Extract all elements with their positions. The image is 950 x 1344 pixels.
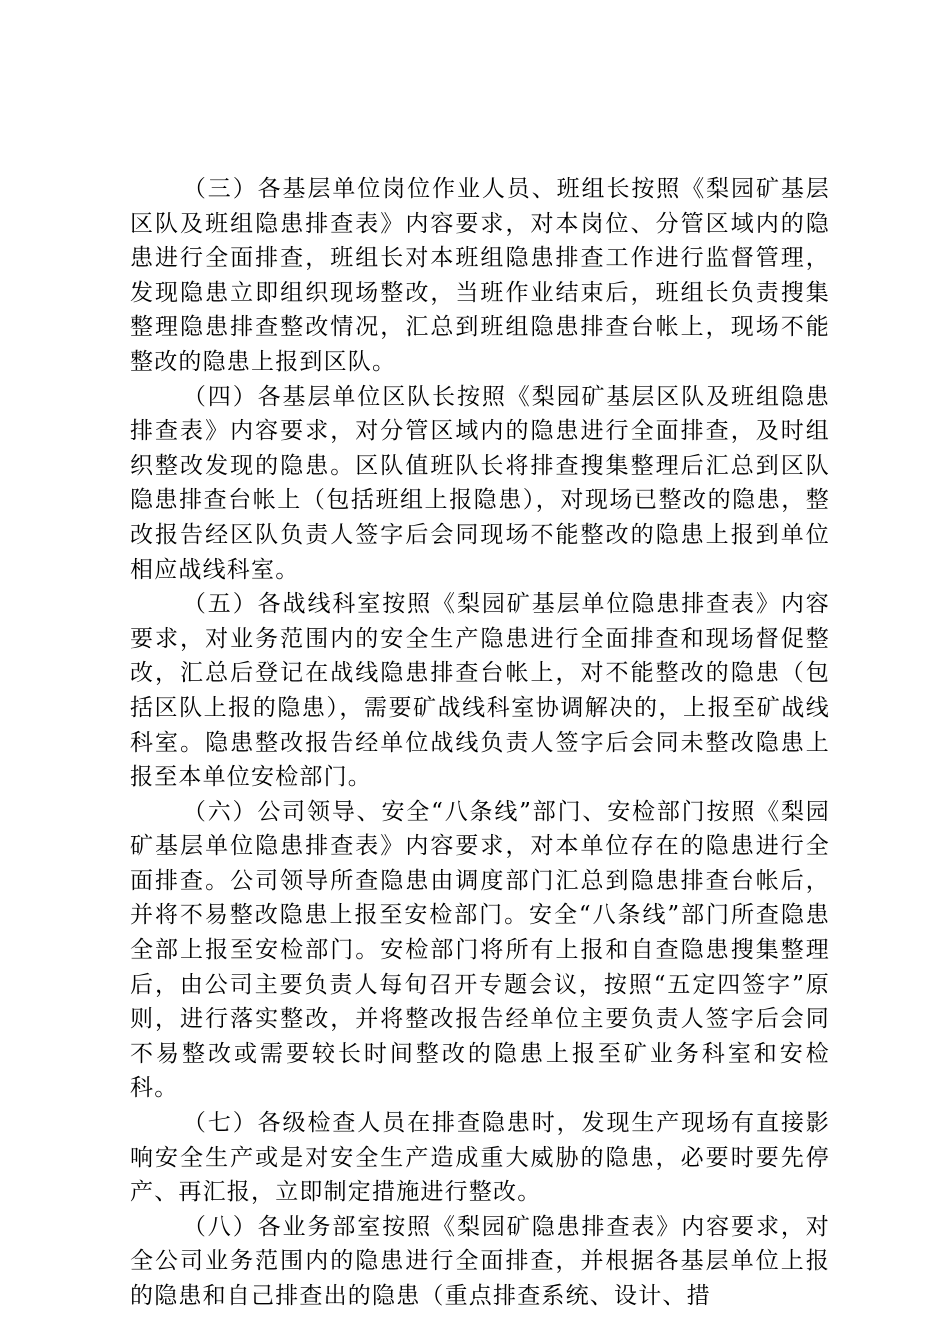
document-body [130, 172, 830, 1314]
paragraph-6: （六）公司领导、安全“八条线”部门、安检部门按照《梨园矿基层单位隐患排查表》内容要求，对本单位存在的隐患进行全面排查。公司领导所查隐患由调度部门汇总到隐患排查台帐后，并将不易整改隐患上报至安检部门。安全“八条线”部门所查隐患全部上报至安检部门。安检部门将所有上报和自查隐患搜集整理后，由公司主要负责人每旬召开专题会议，按照“五定四签字”原则，进行落实整改，并将整改报告经单位主要负责人签字后会同不易整改或需要较长时间整改的隐患上报至矿业务科室和安检科。 [130, 798, 830, 1102]
paragraph-8: （八）各业务部室按照《梨园矿隐患排查表》内容要求，对全公司业务范围内的隐患进行全面排查，并根据各基层单位上报的隐患和自己排查出的隐患（重点排查系统、设计、措 [130, 1213, 830, 1309]
paragraph-3: （三）各基层单位岗位作业人员、班组长按照《梨园矿基层区队及班组隐患排查表》内容要求，对本岗位、分管区域内的隐患进行全面排查，班组长对本班组隐患排查工作进行监督管理，发现隐患立即组织现场整改，当班作业结束后，班组长负责搜集整理隐患排查整改情况，汇总到班组隐患排查台帐上，现场不能整改的隐患上报到区队。 [130, 176, 830, 375]
paragraph-7: （七）各级检查人员在排查隐患时，发现生产现场有直接影响安全生产或是对安全生产造成重大威胁的隐患，必要时要先停产、再汇报，立即制定措施进行整改。 [130, 1110, 830, 1206]
paragraph-5: （五）各战线科室按照《梨园矿基层单位隐患排查表》内容要求，对业务范围内的安全生产隐患进行全面排查和现场督促整改，汇总后登记在战线隐患排查台帐上，对不能整改的隐患（包括区队上报的隐患），需要矿战线科室协调解决的，上报至矿战线科室。隐患整改报告经单位战线负责人签字后会同未整改隐患上报至本单位安检部门。 [130, 591, 830, 791]
paragraph-4: （四）各基层单位区队长按照《梨园矿基层区队及班组隐患排查表》内容要求，对分管区域内的隐患进行全面排查，及时组织整改发现的隐患。区队值班队长将排查搜集整理后汇总到区队隐患排查台帐上（包括班组上报隐患），对现场已整改的隐患，整改报告经区队负责人签字后会同现场不能整改的隐患上报到单位相应战线科室。 [130, 383, 830, 583]
